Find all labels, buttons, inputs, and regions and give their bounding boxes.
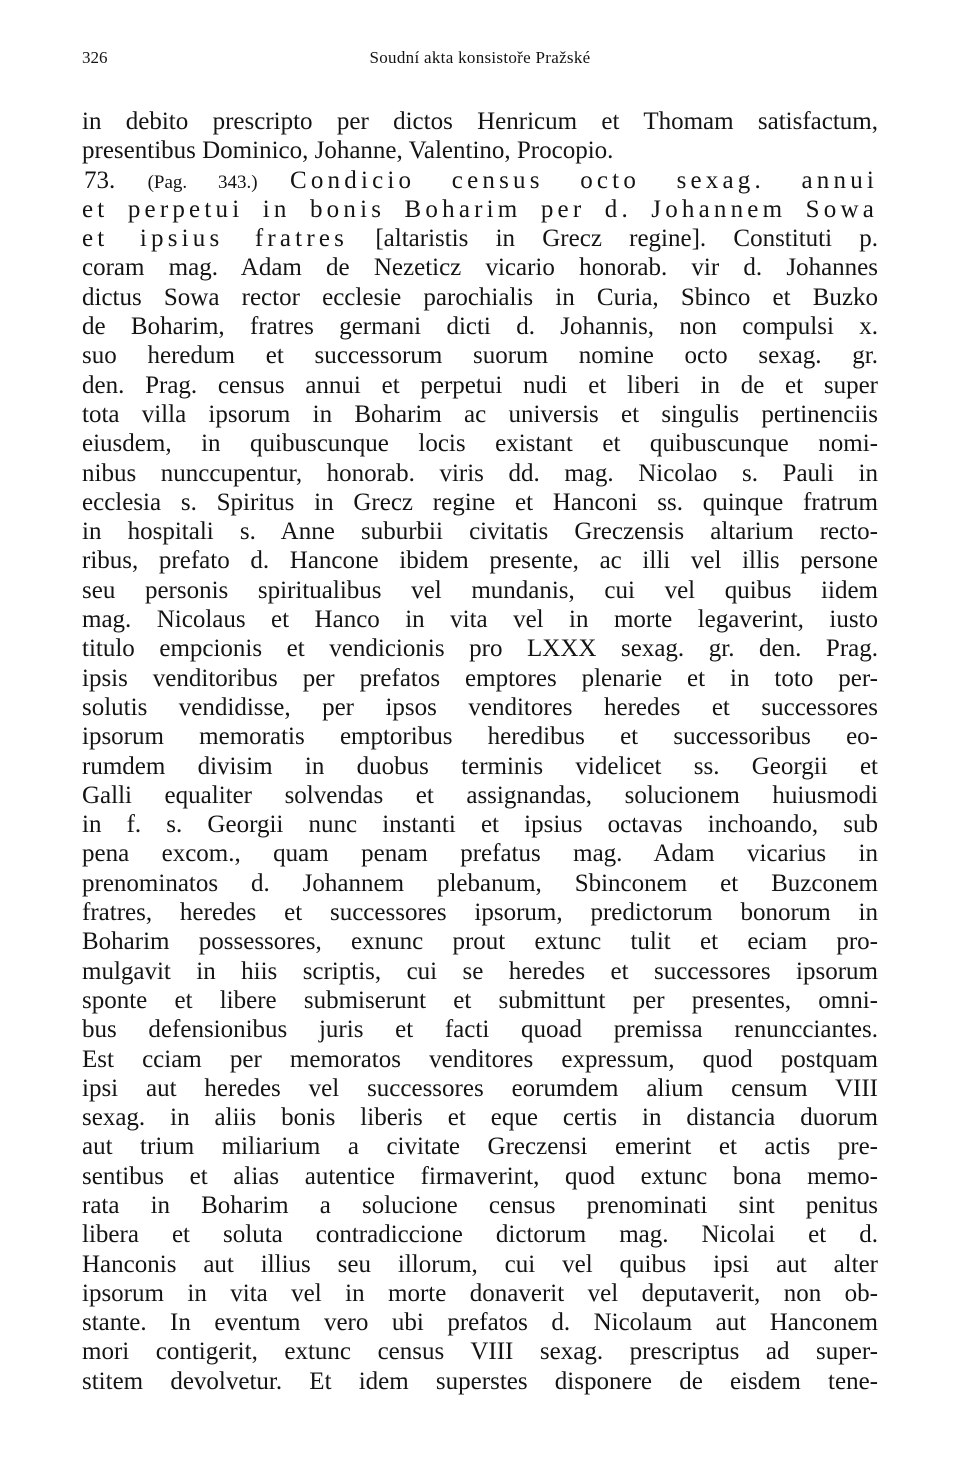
text-line: aut trium miliarium a civitate Greczensi emerint et actis pre- <box>82 1133 878 1161</box>
text-line: presentibus Dominico, Johanne, Valentino, Procopio. <box>82 137 614 165</box>
text-line: [altaristis in Grecz regine]. Constituti p. <box>375 225 879 253</box>
text-line: stante. In eventum vero ubi prefatos d. Nicolaum aut Hanconem <box>82 1309 878 1337</box>
text-line: solutis vendidisse, per ipsos venditores heredes et successores <box>82 693 878 721</box>
text-line: pena excom., quam penam prefatus mag. Adam vicarius in <box>82 840 878 868</box>
page-number: 326 <box>82 48 108 67</box>
text-line: Galli equaliter solvendas et assignandas, solucionem huiusmodi <box>82 781 878 809</box>
text-line: titulo empcionis et vendicionis pro LXXX sexag. gr. den. Prag. <box>82 635 878 663</box>
text-line: mori contigerit, extunc census VIII sexag. prescriptus ad super- <box>82 1338 878 1366</box>
text-line: ipsorum in vita vel in morte donaverit vel deputaverit, non ob- <box>82 1279 878 1307</box>
text-line: Hanconis aut illius seu illorum, cui vel quibus ipsi aut alter <box>82 1250 878 1278</box>
text-line: sexag. in aliis bonis liberis et eque certis in distancia duorum <box>82 1104 878 1132</box>
text-line: ipsis venditoribus per prefatos emptores plenarie et in toto per- <box>82 664 878 692</box>
text-line: nibus nunccupentur, honorab. viris dd. mag. Nicolao s. Pauli in <box>82 459 878 487</box>
text-line: coram mag. Adam de Nezeticz vicario honorab. vir d. Johannes <box>82 254 878 282</box>
text-line: libera et soluta contradiccione dictorum mag. Nicolai et d. <box>82 1221 878 1249</box>
page-reference: (Pag. 343.) <box>147 171 258 193</box>
text-line: den. Prag. census annui et perpetui nudi et liberi in de et super <box>82 371 878 399</box>
text-line: tota villa ipsorum in Boharim ac universis et singulis pertinenciis <box>82 400 878 428</box>
text-line: bus defensionibus juris et facti quoad premissa renuncciantes. <box>82 1016 878 1044</box>
text-line: in debito prescripto per dictos Henricum et Thomam satisfactum, <box>82 108 878 135</box>
text-line: Boharim possessores, exnunc prout extunc tulit et eciam pro- <box>82 928 878 956</box>
entry-heading-line <box>82 224 878 253</box>
text-line: Est cciam per memoratos venditores expressum, quod postquam <box>82 1045 878 1073</box>
text-line: sponte et libere submiserunt et submittunt per presentes, omni- <box>82 986 878 1014</box>
text-line: in hospitali s. Anne suburbii civitatis Greczensis altarium recto- <box>82 518 878 546</box>
running-header <box>82 48 878 70</box>
body-text <box>82 107 878 1396</box>
entry-heading-line <box>82 166 878 195</box>
text-line: ribus, prefato d. Hancone ibidem presente, ac illi vel illis persone <box>82 547 878 575</box>
text-line: seu personis spiritualibus vel mundanis, cui vel quibus iidem <box>82 576 878 604</box>
running-title: Soudní akta konsistoře Pražské <box>369 48 591 67</box>
text-line: dictus Sowa rector ecclesie parochialis in Curia, Sbinco et Buzko <box>82 283 878 311</box>
entry-heading-part: Condicio census octo sexag. annui <box>289 166 879 194</box>
text-line: de Boharim, fratres germani dicti d. Johannis, non compulsi x. <box>82 313 878 341</box>
text-line: in f. s. Georgii nunc instanti et ipsius octavas inchoando, sub <box>82 811 878 839</box>
text-line: fratres, heredes et successores ipsorum, predictorum bonorum in <box>82 899 878 927</box>
text-line: rata in Boharim a solucione census prenominati sint penitus <box>82 1191 878 1219</box>
text-line: ipsorum memoratis emptoribus heredibus et successoribus eo- <box>82 723 878 751</box>
entry-number: 73. <box>84 166 116 194</box>
text-line: mag. Nicolaus et Hanco in vita vel in morte legaverint, iusto <box>82 606 878 634</box>
entry-heading-part: et perpetui in bonis Boharim per d. Johannem Sowa <box>82 195 878 223</box>
entry-heading-part: et ipsius fratres <box>82 225 349 253</box>
text-line: rumdem divisim in duobus terminis videlicet ss. Georgii et <box>82 752 878 780</box>
text-line: prenominatos d. Johannem plebanum, Sbinconem et Buzconem <box>82 869 878 897</box>
text-line: mulgavit in hiis scriptis, cui se heredes et successores ipsorum <box>82 957 878 985</box>
text-line: eiusdem, in quibuscunque locis existant et quibuscunque nomi- <box>82 430 878 458</box>
text-line: sentibus et alias autentice firmaverint, quod extunc bona memo- <box>82 1162 878 1190</box>
text-line: suo heredum et successorum suorum nomine octo sexag. gr. <box>82 342 878 370</box>
text-line: ecclesia s. Spiritus in Grecz regine et Hanconi ss. quinque fratrum <box>82 488 878 516</box>
text-line: stitem devolvetur. Et idem superstes disponere de eisdem tene- <box>82 1367 878 1395</box>
text-line: ipsi aut heredes vel successores eorumdem alium censum VIII <box>82 1074 878 1102</box>
